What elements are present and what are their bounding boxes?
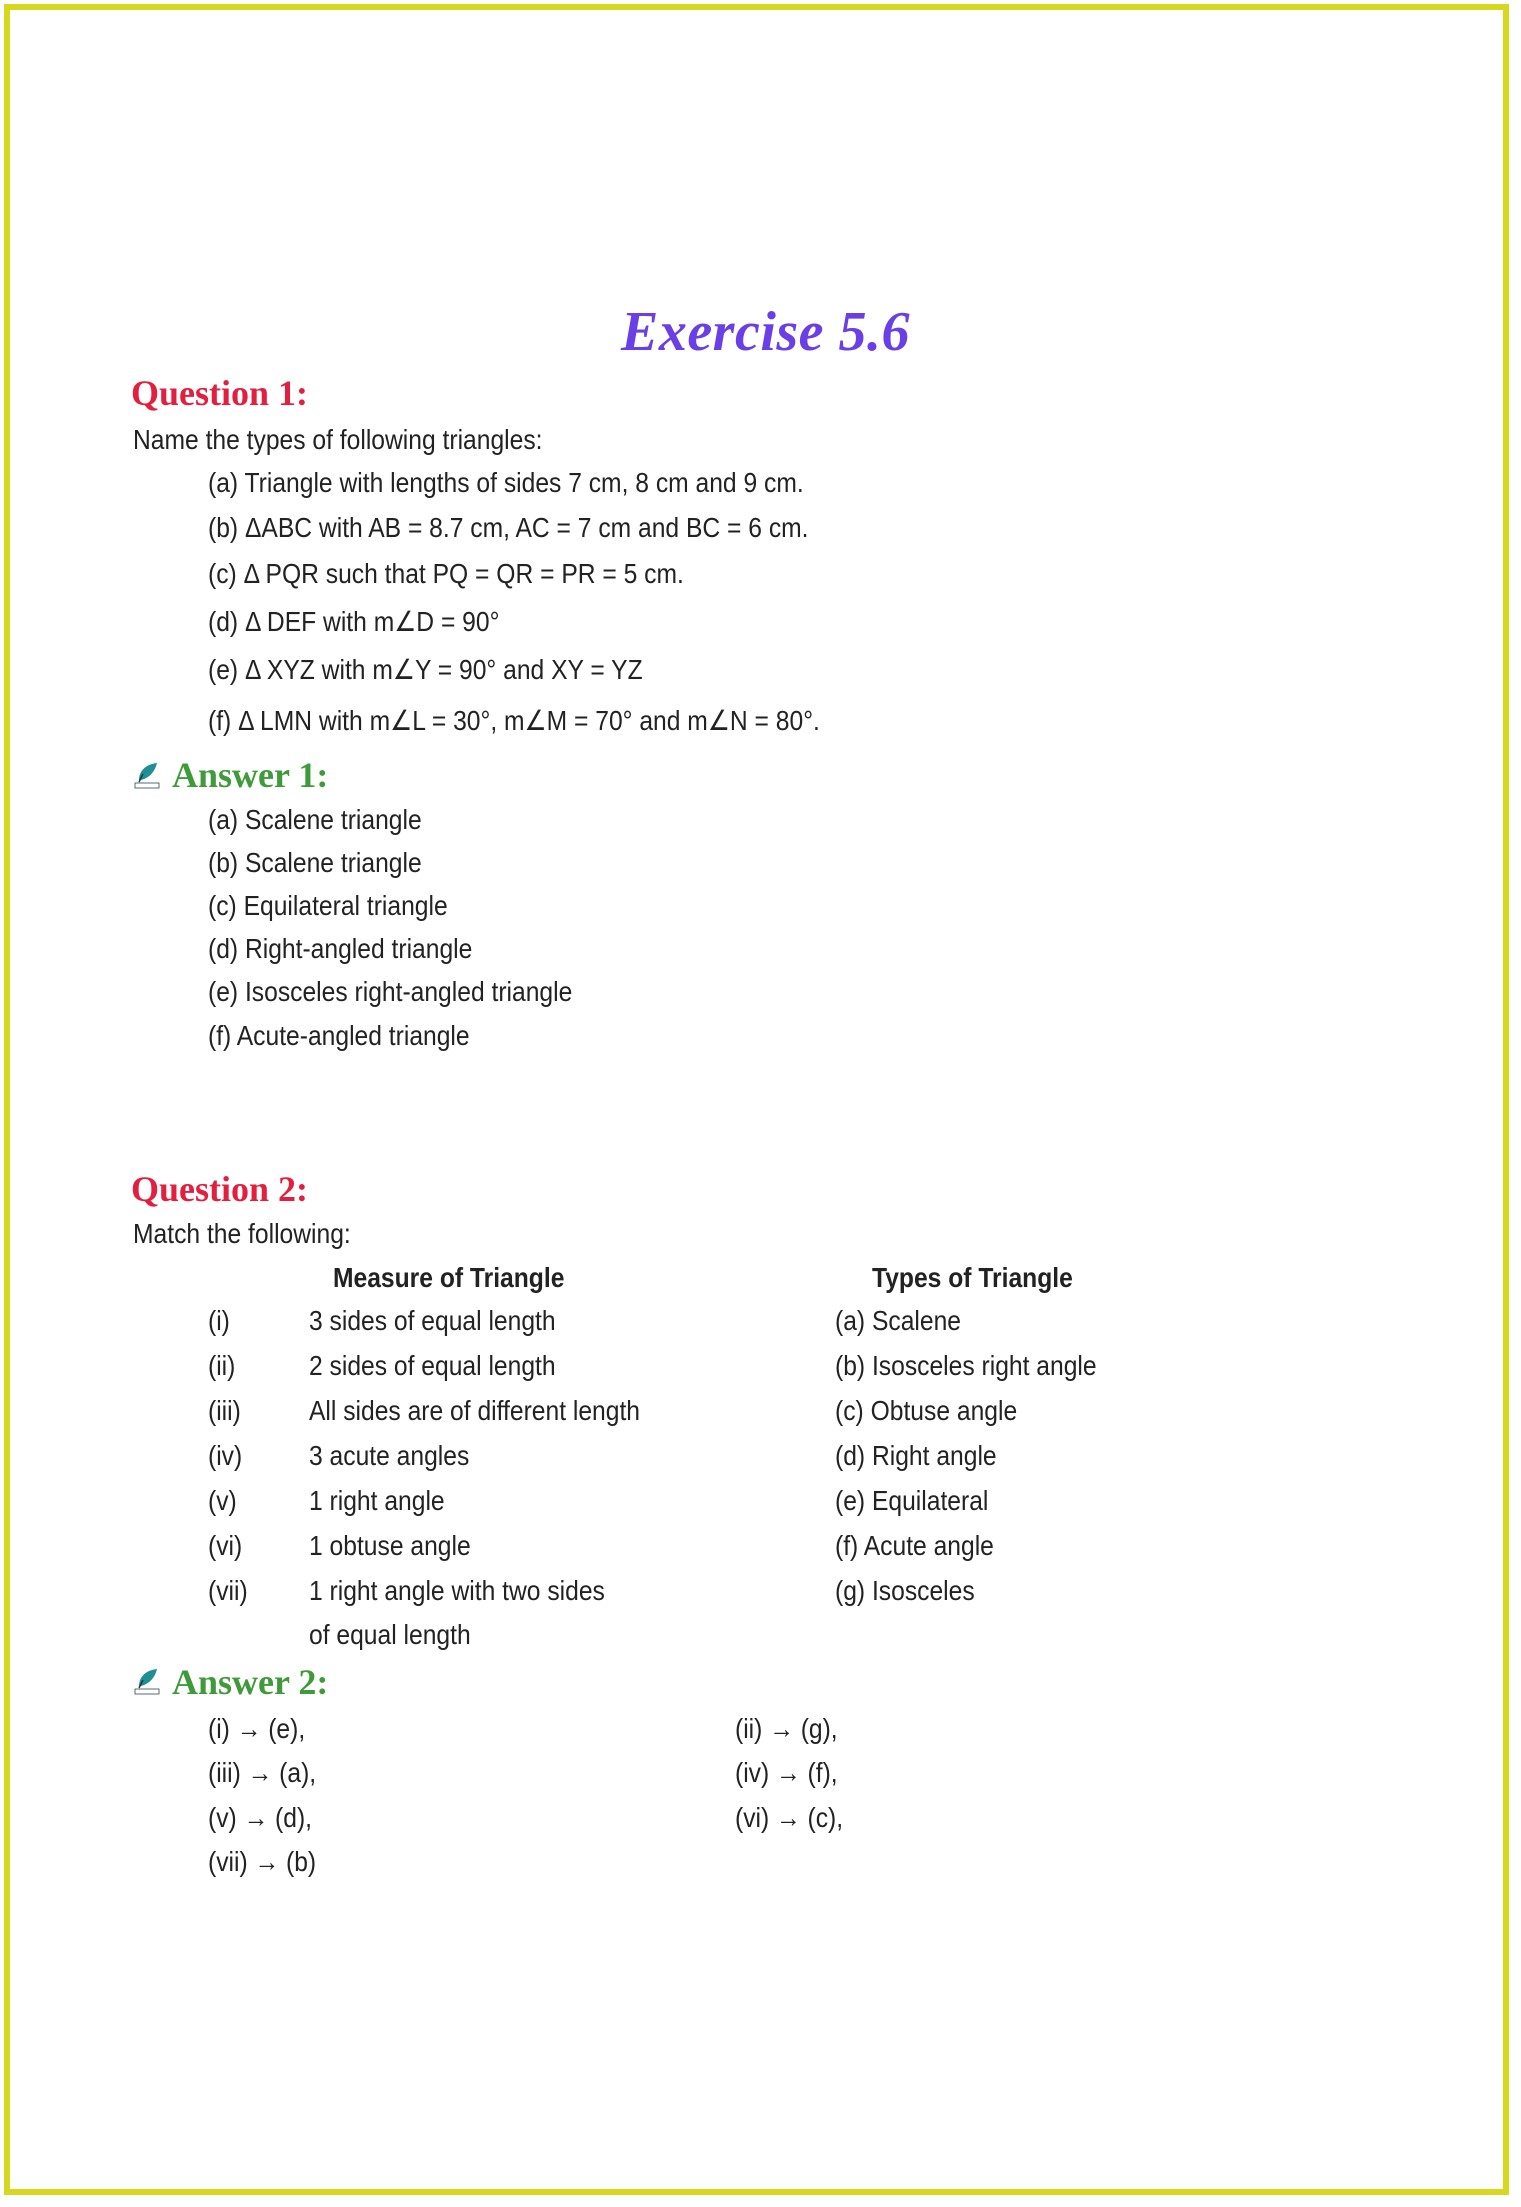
match-row-num: (i) bbox=[208, 1305, 230, 1336]
types-column-header: Types of Triangle bbox=[872, 1262, 1073, 1293]
match-row-measure-continuation: of equal length bbox=[309, 1619, 471, 1650]
match-row-measure: 2 sides of equal length bbox=[309, 1350, 556, 1381]
match-row-type: (f) Acute angle bbox=[835, 1530, 994, 1561]
question-1-item-f: (f) Δ LMN with m∠L = 30°, m∠M = 70° and m∠N = 80°. bbox=[208, 705, 820, 736]
answer-1-item-b: (b) Scalene triangle bbox=[208, 847, 422, 878]
match-row-type: (b) Isosceles right angle bbox=[835, 1350, 1097, 1381]
question-1-item-c: (c) Δ PQR such that PQ = QR = PR = 5 cm. bbox=[208, 558, 684, 589]
answer-pair: (iii) → (a), bbox=[208, 1757, 317, 1788]
answer-pair: (vii) → (b) bbox=[208, 1846, 317, 1877]
match-row-num: (ii) bbox=[208, 1350, 236, 1381]
match-row-num: (iii) bbox=[208, 1395, 241, 1426]
question-1-item-e: (e) Δ XYZ with m∠Y = 90° and XY = YZ bbox=[208, 654, 643, 685]
question-2-heading: Question 2: bbox=[131, 1169, 309, 1209]
match-row-measure: All sides are of different length bbox=[309, 1395, 641, 1426]
answer-1-item-f: (f) Acute-angled triangle bbox=[208, 1020, 470, 1051]
match-row-type: (e) Equilateral bbox=[835, 1485, 989, 1516]
match-row-measure: 1 right angle with two sides bbox=[309, 1575, 605, 1606]
answer-pair: (v) → (d), bbox=[208, 1802, 313, 1833]
tiwari-leaf-logo-icon bbox=[133, 760, 163, 790]
match-row-num: (vii) bbox=[208, 1575, 248, 1606]
question-2-prompt: Match the following: bbox=[133, 1218, 351, 1249]
match-row-type: (a) Scalene bbox=[835, 1305, 962, 1336]
question-1-prompt: Name the types of following triangles: bbox=[133, 424, 543, 455]
match-row-measure: 3 sides of equal length bbox=[309, 1305, 556, 1336]
answer-pair: (i) → (e), bbox=[208, 1713, 306, 1744]
answer-pair: (iv) → (f), bbox=[735, 1757, 838, 1788]
answer-1-item-c: (c) Equilateral triangle bbox=[208, 890, 448, 921]
match-row-num: (iv) bbox=[208, 1440, 243, 1471]
match-row-type: (g) Isosceles bbox=[835, 1575, 975, 1606]
answer-2-heading: Answer 2: bbox=[172, 1662, 329, 1702]
answer-1-item-e: (e) Isosceles right-angled triangle bbox=[208, 976, 573, 1007]
measure-column-header: Measure of Triangle bbox=[333, 1262, 565, 1293]
match-row-num: (vi) bbox=[208, 1530, 243, 1561]
page-title: Exercise 5.6 bbox=[620, 301, 911, 363]
match-row-measure: 1 right angle bbox=[309, 1485, 445, 1516]
question-1-heading: Question 1: bbox=[131, 373, 309, 413]
answer-pair: (vi) → (c), bbox=[735, 1802, 844, 1833]
answer-pair: (ii) → (g), bbox=[735, 1713, 838, 1744]
question-1-item-d: (d) Δ DEF with m∠D = 90° bbox=[208, 606, 500, 637]
answer-1-item-d: (d) Right-angled triangle bbox=[208, 933, 473, 964]
match-row-num: (v) bbox=[208, 1485, 237, 1516]
question-1-item-b: (b) ΔABC with AB = 8.7 cm, AC = 7 cm and BC = 6 cm. bbox=[208, 512, 809, 543]
match-row-type: (c) Obtuse angle bbox=[835, 1395, 1018, 1426]
match-row-type: (d) Right angle bbox=[835, 1440, 997, 1471]
tiwari-leaf-logo-icon bbox=[133, 1666, 163, 1696]
match-row-measure: 3 acute angles bbox=[309, 1440, 470, 1471]
answer-1-heading: Answer 1: bbox=[172, 755, 329, 795]
match-row-measure: 1 obtuse angle bbox=[309, 1530, 471, 1561]
answer-1-item-a: (a) Scalene triangle bbox=[208, 804, 422, 835]
question-1-item-a: (a) Triangle with lengths of sides 7 cm, 8 cm and 9 cm. bbox=[208, 467, 804, 498]
